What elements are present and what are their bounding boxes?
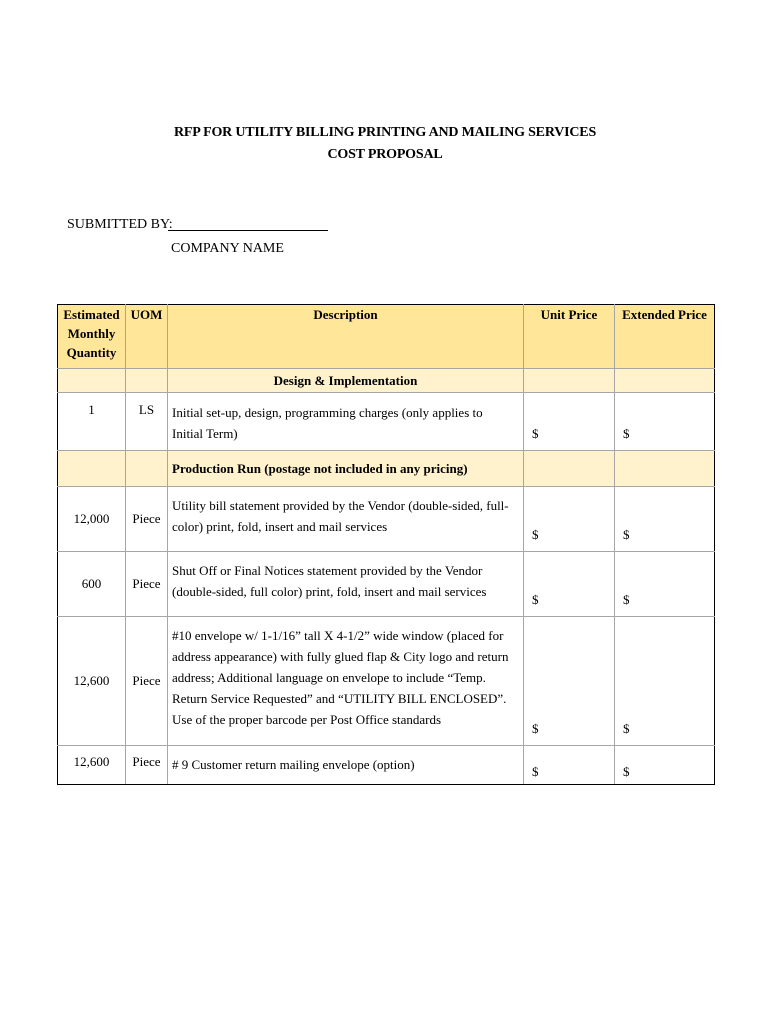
document-title xyxy=(0,122,770,166)
row-extended-price[interactable]: $ xyxy=(615,487,715,552)
title-line-2: COST PROPOSAL xyxy=(327,147,443,162)
table-header-row xyxy=(58,305,715,369)
row-description: # 9 Customer return mailing envelope (option) xyxy=(168,746,524,785)
row-unit-price[interactable]: $ xyxy=(524,552,615,617)
company-name-blank-line[interactable] xyxy=(168,230,328,231)
company-name-label: COMPANY NAME xyxy=(171,241,284,256)
table-row xyxy=(58,487,715,552)
header-description: Description xyxy=(168,305,524,369)
header-uom: UOM xyxy=(126,305,168,369)
row-unit-price[interactable]: $ xyxy=(524,393,615,451)
table-row xyxy=(58,746,715,785)
row-extended-price[interactable]: $ xyxy=(615,617,715,746)
section-row-production xyxy=(58,451,715,487)
row-uom: LS xyxy=(126,393,168,451)
row-quantity: 12,000 xyxy=(58,487,126,552)
row-quantity: 1 xyxy=(58,393,126,451)
section-row-design xyxy=(58,369,715,393)
row-uom: Piece xyxy=(126,487,168,552)
table-row xyxy=(58,617,715,746)
row-quantity: 12,600 xyxy=(58,617,126,746)
row-description: Initial set-up, design, programming charges (only applies to Initial Term) xyxy=(168,393,524,451)
row-description: Shut Off or Final Notices statement provided by the Vendor (double-sided, full color) print, fold, insert and mail services xyxy=(168,552,524,617)
cost-proposal-table xyxy=(57,304,715,785)
header-unit-price: Unit Price xyxy=(524,305,615,369)
row-description: #10 envelope w/ 1-1/16” tall X 4-1/2” wide window (placed for address appearance) with fully glued flap & City logo and return address; Additional language on envelope to include “Temp. Return Service Requested” and “UTILITY BILL ENCLOSED”. Use of the proper barcode per Post Office standards xyxy=(168,617,524,746)
row-unit-price[interactable]: $ xyxy=(524,746,615,785)
row-extended-price[interactable]: $ xyxy=(615,552,715,617)
section-label-design: Design & Implementation xyxy=(168,369,524,393)
section-label-production: Production Run (postage not included in any pricing) xyxy=(168,451,524,487)
row-extended-price[interactable]: $ xyxy=(615,393,715,451)
row-uom: Piece xyxy=(126,552,168,617)
table-row xyxy=(58,393,715,451)
row-quantity: 600 xyxy=(58,552,126,617)
header-quantity: Estimated Monthly Quantity xyxy=(58,305,126,369)
row-description: Utility bill statement provided by the Vendor (double-sided, full-color) print, fold, insert and mail services xyxy=(168,487,524,552)
row-uom: Piece xyxy=(126,617,168,746)
row-unit-price[interactable]: $ xyxy=(524,617,615,746)
row-extended-price[interactable]: $ xyxy=(615,746,715,785)
submitted-by-label: SUBMITTED BY: xyxy=(67,217,173,232)
row-quantity: 12,600 xyxy=(58,746,126,785)
header-extended-price: Extended Price xyxy=(615,305,715,369)
table-row xyxy=(58,552,715,617)
row-unit-price[interactable]: $ xyxy=(524,487,615,552)
row-uom: Piece xyxy=(126,746,168,785)
title-line-1: RFP FOR UTILITY BILLING PRINTING AND MAILING SERVICES xyxy=(173,125,597,140)
